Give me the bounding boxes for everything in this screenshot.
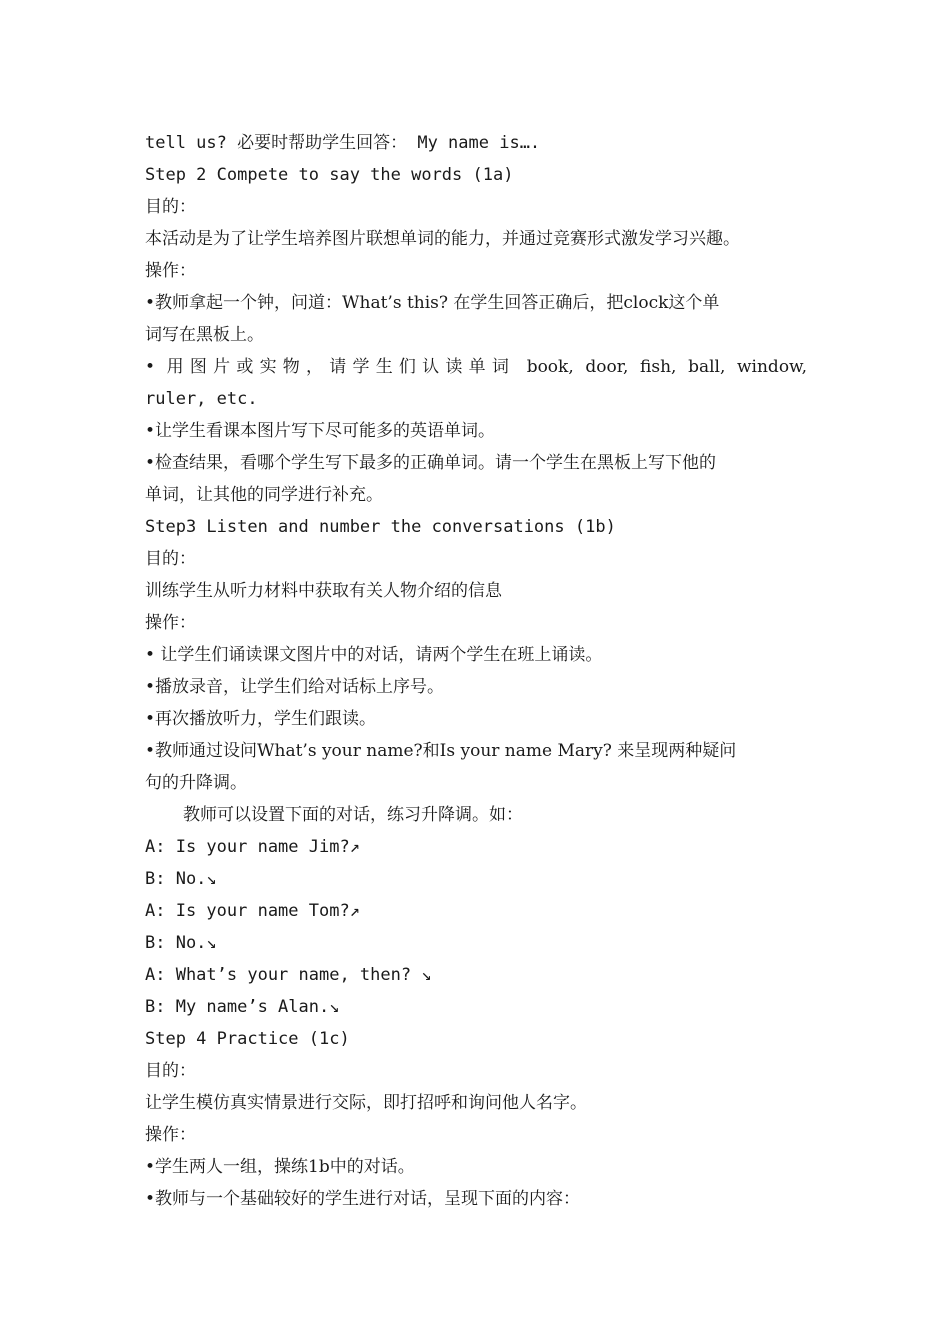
bullet-item: • 用图片或实物，请学生们认读单词 book, door, fish, ball, window,	[145, 357, 807, 377]
document-body	[145, 127, 807, 1215]
dialogue-line: B: My name’s Alan.↘	[145, 997, 340, 1017]
section-heading-step3: Step3 Listen and number the conversations (1b)	[145, 517, 616, 537]
bullet-item: •再次播放听力，学生们跟读。	[145, 709, 377, 729]
dialogue-line: B: No.↘	[145, 869, 217, 889]
bullet-item: •教师与一个基础较好的学生进行对话，呈现下面的内容：	[145, 1189, 581, 1209]
dialogue-line: A: Is your name Tom?↗	[145, 901, 360, 921]
dialogue-line: B: No.↘	[145, 933, 217, 953]
section-heading-step2: Step 2 Compete to say the words (1a)	[145, 165, 514, 185]
text-line: 词写在黑板上。	[145, 325, 264, 345]
label-operation: 操作：	[145, 1125, 196, 1145]
label-purpose: 目的：	[145, 1061, 196, 1081]
label-operation: 操作：	[145, 261, 196, 281]
text-line: 教师可以设置下面的对话，练习升降调。如：	[183, 805, 523, 825]
dialogue-line: A: What’s your name, then? ↘	[145, 965, 432, 985]
text-line: 让学生模仿真实情景进行交际，即打招呼和询问他人名字。	[145, 1093, 587, 1113]
bullet-item: •让学生看课本图片写下尽可能多的英语单词。	[145, 421, 496, 441]
label-purpose: 目的：	[145, 197, 196, 217]
text-line: 训练学生从听力材料中获取有关人物介绍的信息	[145, 581, 502, 601]
text-line: 单词，让其他的同学进行补充。	[145, 485, 383, 505]
text-line: 本活动是为了让学生培养图片联想单词的能力，并通过竞赛形式激发学习兴趣。	[145, 229, 740, 249]
bullet-item: • 让学生们诵读课文图片中的对话，请两个学生在班上诵读。	[145, 645, 603, 665]
bullet-item: •教师拿起一个钟，问道：What’s this? 在学生回答正确后，把clock这个单	[145, 293, 720, 313]
section-heading-step4: Step 4 Practice (1c)	[145, 1029, 350, 1049]
label-purpose: 目的：	[145, 549, 196, 569]
bullet-item: •教师通过设问What’s your name?和Is your name Mary? 来呈现两种疑问	[145, 741, 737, 761]
bullet-item: •检查结果，看哪个学生写下最多的正确单词。请一个学生在黑板上写下他的	[145, 453, 717, 473]
bullet-item: •播放录音，让学生们给对话标上序号。	[145, 677, 445, 697]
bullet-item: •学生两人一组，操练1b中的对话。	[145, 1157, 415, 1177]
dialogue-line: A: Is your name Jim?↗	[145, 837, 360, 857]
text-line: tell us? 必要时帮助学生回答： My name is….	[145, 133, 541, 153]
text-line: ruler, etc.	[145, 389, 258, 409]
label-operation: 操作：	[145, 613, 196, 633]
text-line: 句的升降调。	[145, 773, 247, 793]
